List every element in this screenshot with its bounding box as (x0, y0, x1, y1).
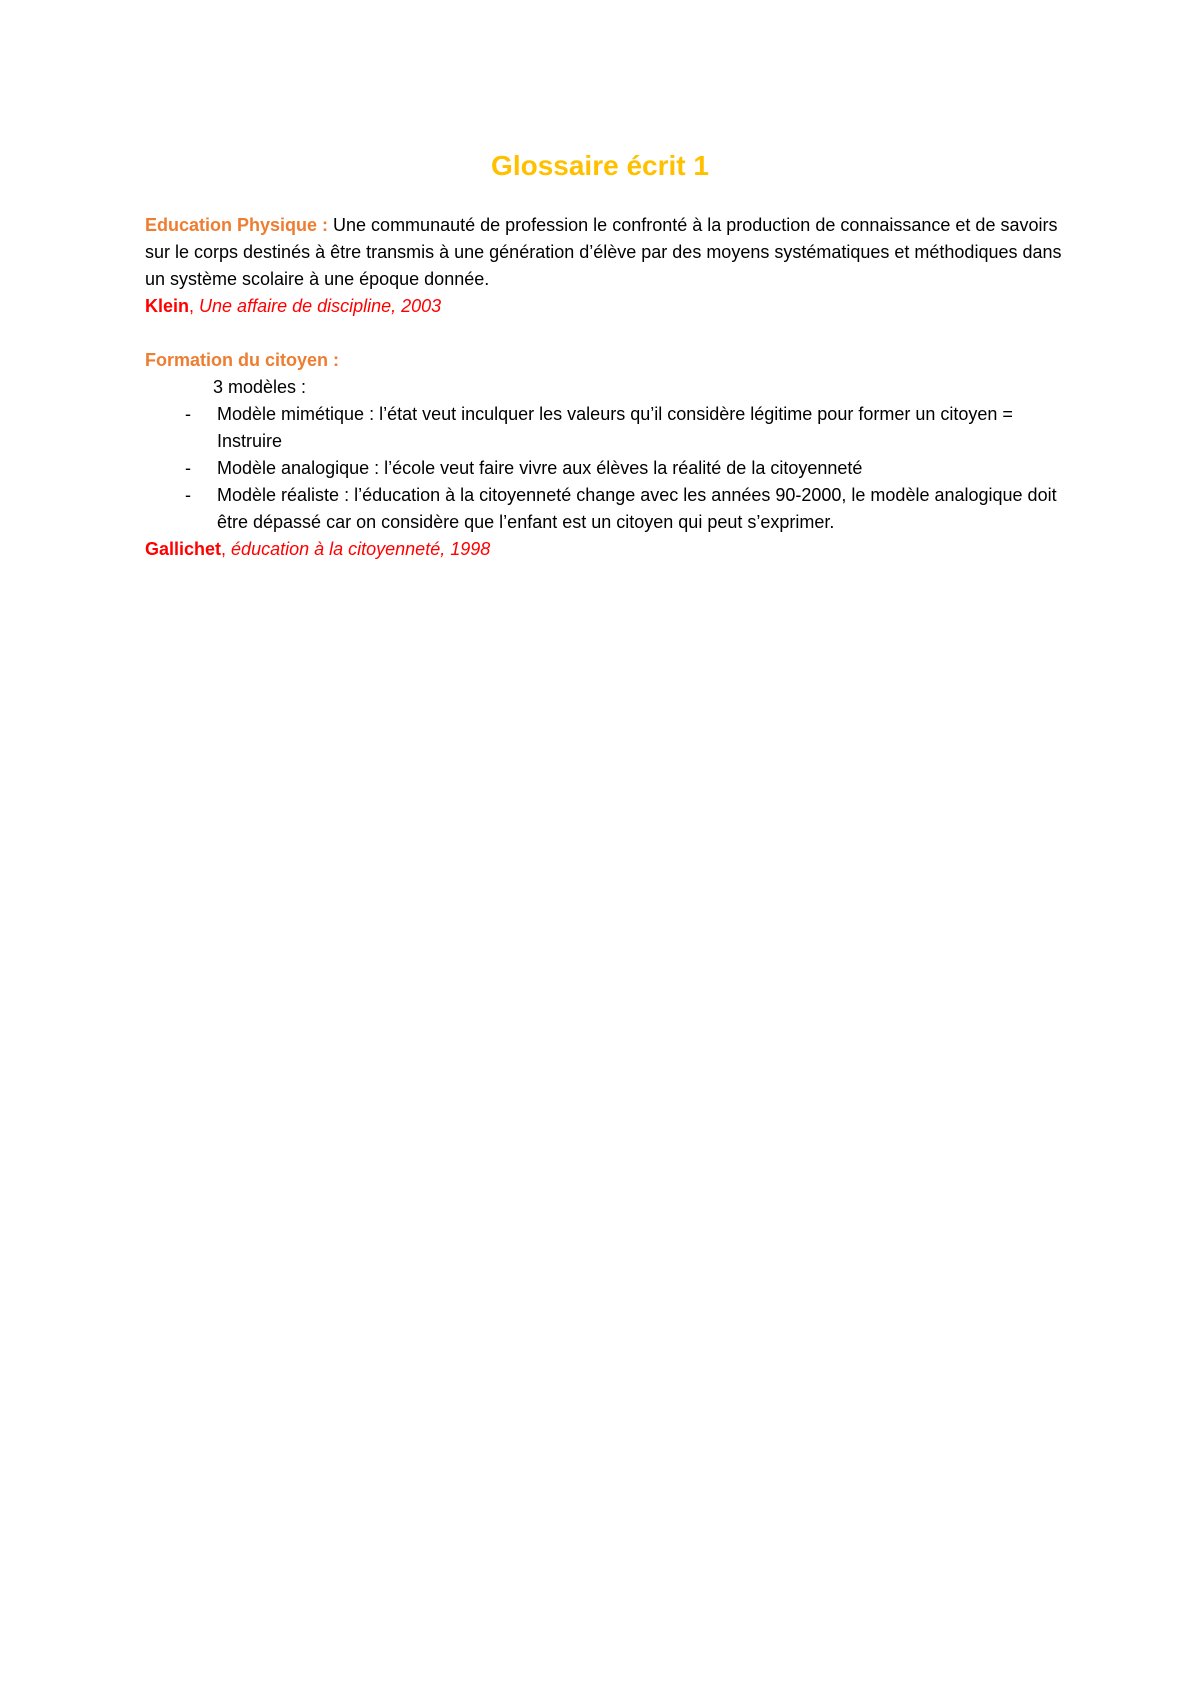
list-item (145, 401, 1075, 455)
list-item-text: Modèle réaliste : l’éducation à la citoyenneté change avec les années 90-2000, le modèle analogique doit être dépassé car on considère que l’enfant est un citoyen qui peut s’exprimer. (217, 485, 1057, 532)
dash-bullet: - (185, 458, 191, 478)
list-item-text: Modèle analogique : l’école veut faire vivre aux élèves la réalité de la citoyenneté (217, 458, 863, 478)
citation-author: Klein (145, 296, 190, 316)
citation (145, 536, 1075, 563)
citation-separator: , (221, 539, 232, 559)
glossary-term: Formation du citoyen : (145, 350, 340, 370)
glossary-entry-formation-du-citoyen (145, 347, 1075, 374)
paragraph-spacer (145, 320, 1075, 347)
citation-reference: éducation à la citoyenneté, 1998 (231, 539, 491, 559)
citation (145, 293, 1075, 320)
list-item (145, 482, 1075, 536)
document-body (145, 212, 1075, 563)
list-item (145, 455, 1075, 482)
glossary-definition: Une communauté de profession le confronté à la production de connaissance et de savoirs sur le corps destinés à être transmis à une génération d’élève par des moyens systématiques et méthodiques dans un système scolaire à une époque donnée. (145, 215, 1062, 289)
models-intro: 3 modèles : (213, 377, 307, 397)
list-item-text: Modèle mimétique : l’état veut inculquer les valeurs qu’il considère légitime pour former un citoyen = Instruire (217, 404, 1013, 451)
dash-bullet: - (185, 404, 191, 424)
document-title: Glossaire écrit 1 (491, 150, 709, 181)
citation-author: Gallichet (145, 539, 222, 559)
glossary-term: Education Physique : (145, 215, 329, 235)
citation-reference: Une affaire de discipline, 2003 (199, 296, 442, 316)
dash-bullet: - (185, 485, 191, 505)
models-list (145, 401, 1075, 536)
citation-separator: , (189, 296, 200, 316)
glossary-entry-education-physique (145, 212, 1075, 293)
